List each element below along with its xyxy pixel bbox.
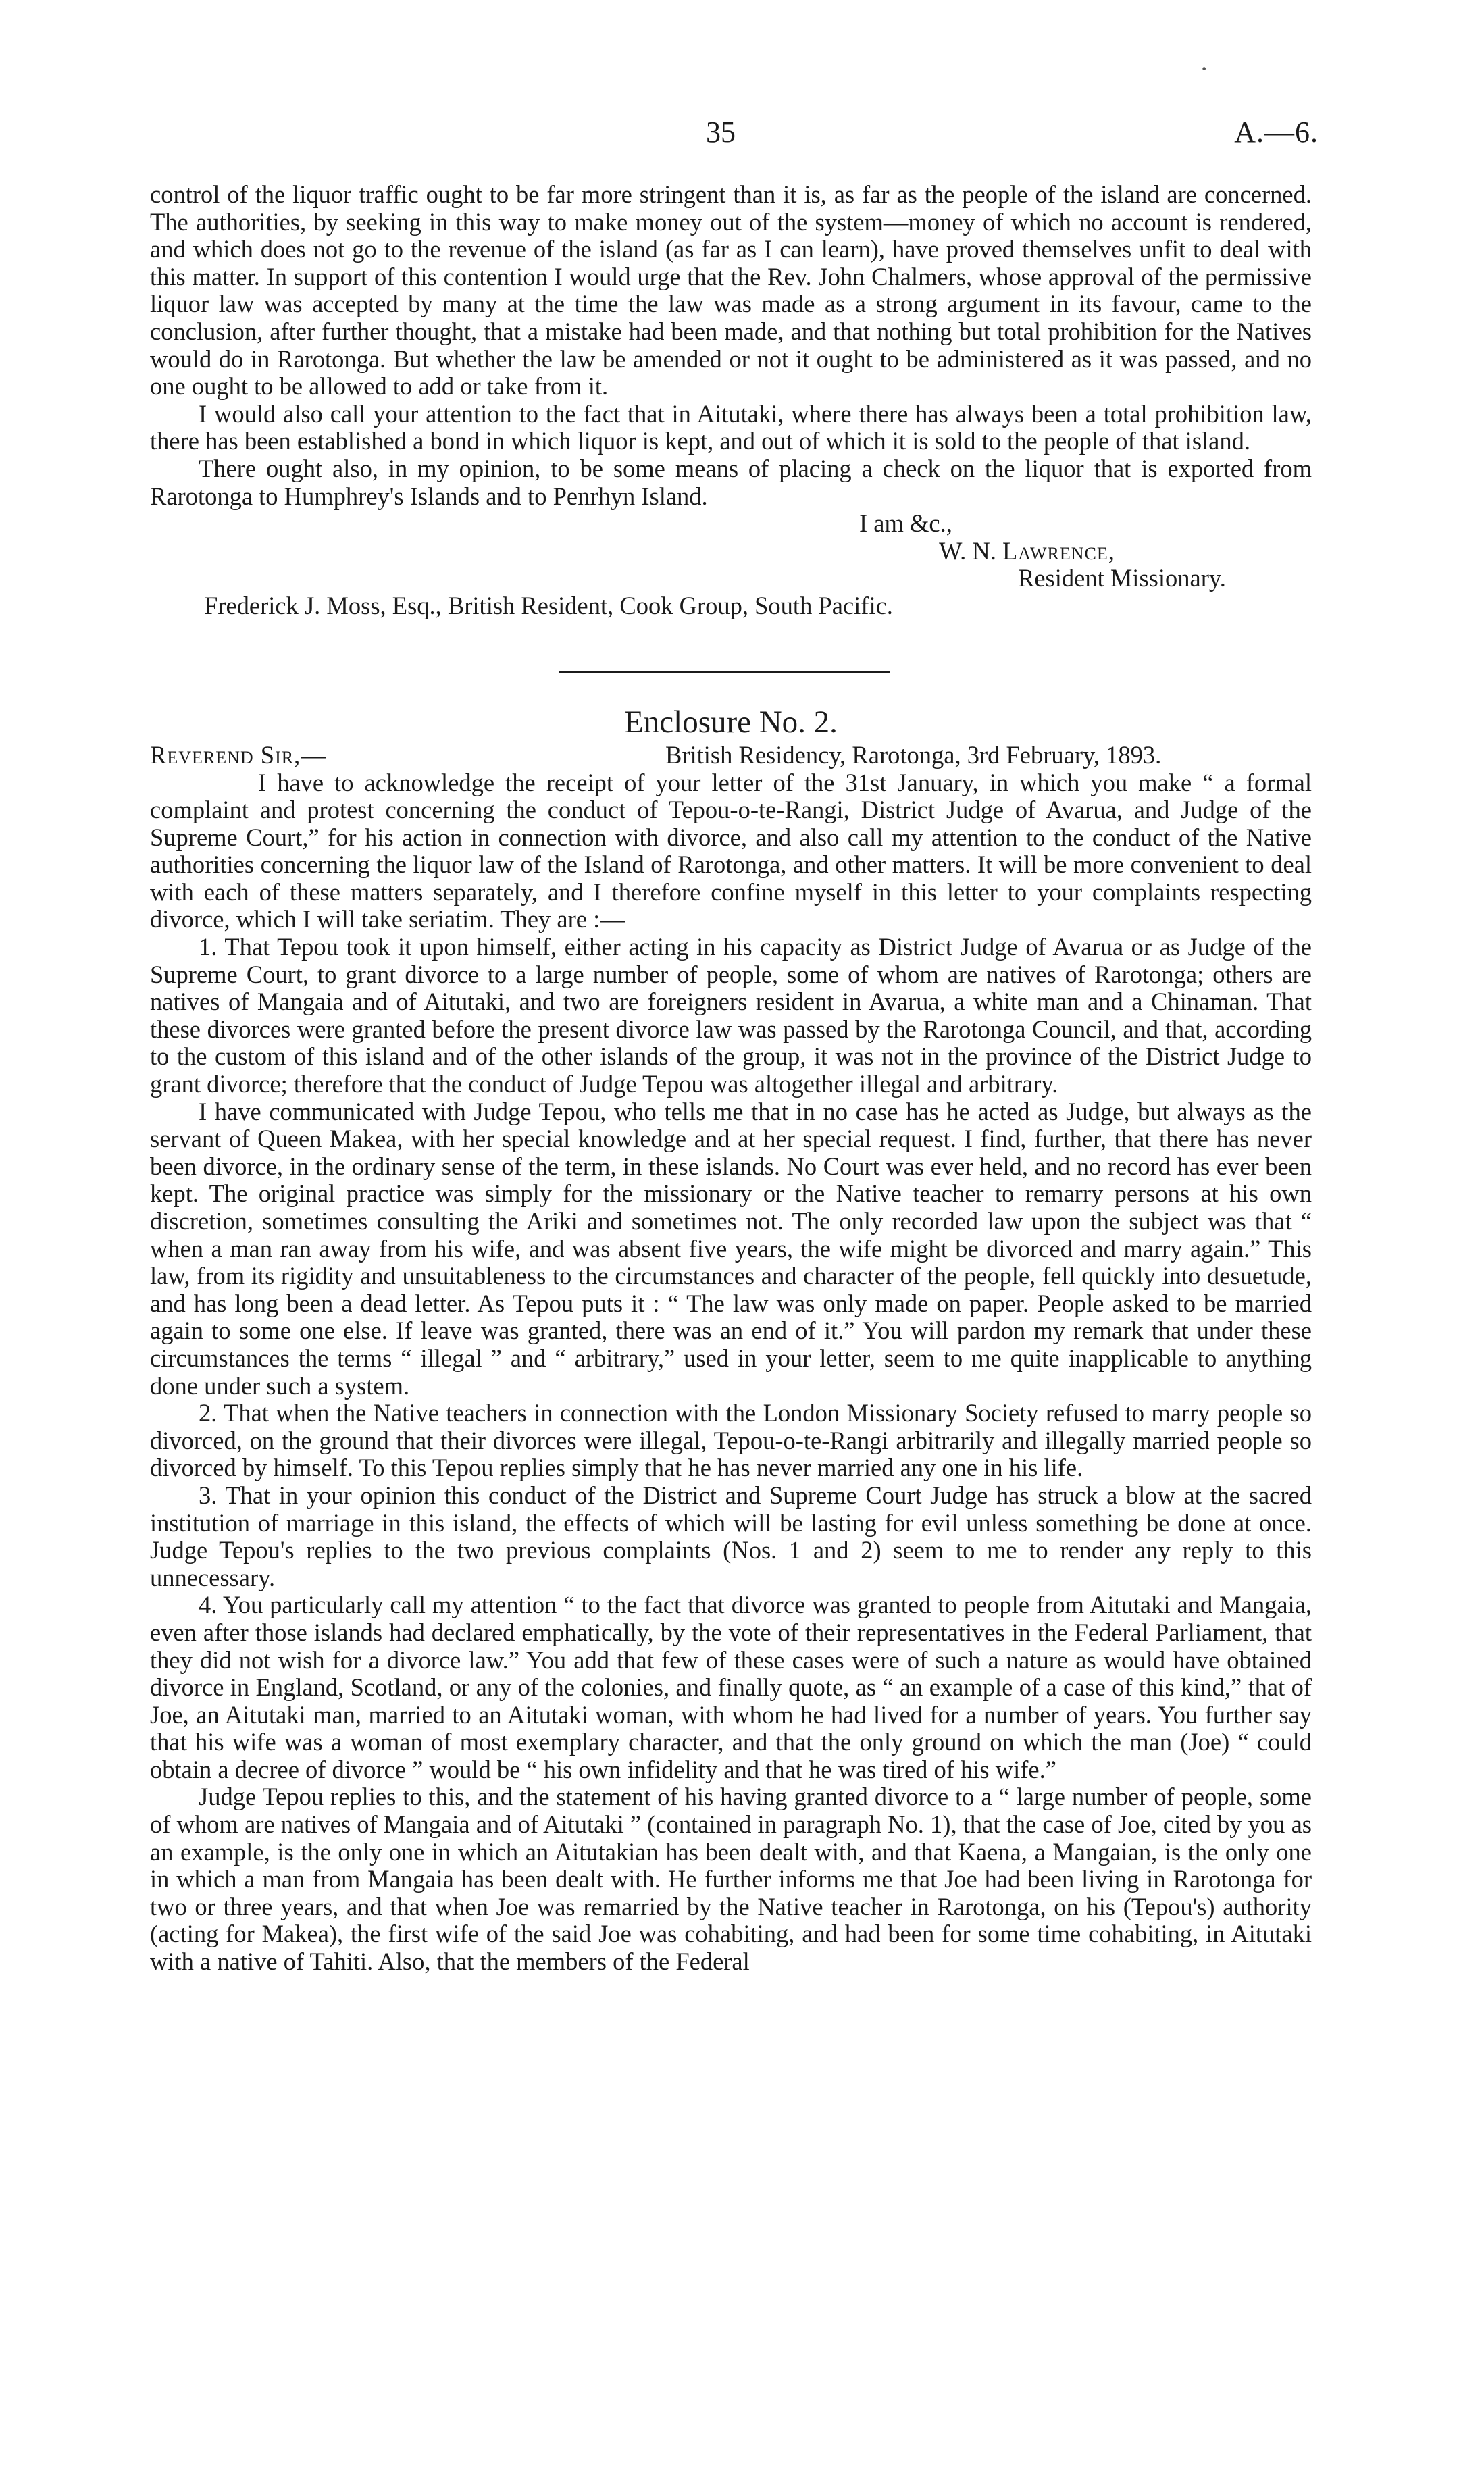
signature-initials: W. N. xyxy=(939,536,996,565)
complaint-4: 4. You particularly call my attention “ to the fact that divorce was granted to people from Aitutaki and Mangaia, even after those islands had declared emphatically, by the vote of their representatives in the Federal Parliament, that they did not wish for a divorce law.” You add that few of these cases were of such a nature as would have obtained divorce in England, Scotland, or any of the colonies, and finally quote, as “ an example of a case of this kind,” that of Joe, an Aitutaki man, married to an Aitutaki woman, with whom he had lived for a number of years. You further say that his wife was a woman of most exemplary character, and that the only ground on which the man (Joe) “ could obtain a decree of divorce ” would be “ his own infidelity and that he was tired of his wife.” xyxy=(150,1591,1312,1783)
salutation-line xyxy=(150,742,1312,769)
section-divider xyxy=(559,671,890,673)
body-text xyxy=(150,181,1312,1976)
signature-surname: Lawrence, xyxy=(1002,536,1115,565)
enclosure-title: Enclosure No. 2. xyxy=(624,704,838,740)
signature-name xyxy=(150,538,1312,565)
signature-role: Resident Missionary. xyxy=(1018,564,1226,592)
enclosure-paragraph: I have communicated with Judge Tepou, who tells me that in no case has he acted as Judge, but always as the servant of Queen Makea, with her special knowledge and at her special request. I find, further, that there has never been divorce, in the ordinary sense of the term, in these islands. No Court was ever held, and no record has ever been kept. The original practice was simply for the missionary or the Native teacher to remarry persons at his own discretion, sometimes consulting the Ariki and sometimes not. The only recorded law upon the subject was that “ when a man ran away from his wife, and was absent five years, the wife might be divorced and marry again.” This law, from its rigidity and unsuitableness to the circumstances and character of the people, fell quickly into desuetude, and has long been a dead letter. As Tepou puts it : “ The law was only made on paper. People asked to be married again to some one else. If leave was granted, there was an end of it.” You will pardon my remark that under these circumstances the terms “ illegal ” and “ arbitrary,” used in your letter, seem to me quite inapplicable to anything done under such a system. xyxy=(150,1097,1312,1400)
series-reference: A.—6. xyxy=(1234,116,1319,149)
salutation: Reverend Sir,— xyxy=(150,740,326,769)
complaint-1: 1. That Tepou took it upon himself, either acting in his capacity as District Judge of Avarua or as Judge of the Supreme Court, to grant divorce to a large number of people, some of whom are natives of Rarotonga; others are natives of Mangaia and of Aitutaki, and two are foreigners resident in Avarua, a white man and a Chinaman. That these divorces were granted before the present divorce law was passed by the Rarotonga Council, and that, according to the custom of this island and of the other islands of the group, it was not in the province of the District Judge to grant divorce; therefore that the conduct of Judge Tepou was altogether illegal and arbitrary. xyxy=(150,933,1312,1098)
letter-paragraph: control of the liquor traffic ought to be far more stringent than it is, as far as the people of the island are concerned. The authorities, by seeking in this way to make money out of the system—money of which no account is rendered, and which does not go to the revenue of the island (as far as I can learn), have proved themselves unfit to deal with this matter. In support of this contention I would urge that the Rev. John Chalmers, whose approval of the permissive liquor law was accepted by many at the time the law was made as a strong argument in its favour, came to the conclusion, after further thought, that a mistake had been made, and that nothing but total prohibition for the Natives would do in Rarotonga. But whether the law be amended or not it ought to be administered as it was passed, and no one ought to be allowed to add or take from it. xyxy=(150,180,1312,401)
complaint-3: 3. That in your opinion this conduct of the District and Supreme Court Judge has struck a blow at the sacred institution of marriage in this island, the effects of which will be lasting for evil unless something be done at once. Judge Tepou's replies to the two previous complaints (Nos. 1 and 2) seem to me to render any reply to this unnecessary. xyxy=(150,1481,1312,1591)
enclosure-paragraph: I have to acknowledge the receipt of your letter of the 31st January, in which you make “ a formal complaint and protest concerning the conduct of Tepou-o-te-Rangi, District Judge of Avarua, and Judge of the Supreme Court,” for his action in connection with divorce, and also call my attention to the conduct of the Native authorities concerning the liquor law of the Island of Rarotonga, and other matters. It will be more convenient to deal with each of these matters separately, and I therefore confine myself in this letter to your complaints respecting divorce, which I will take seriatim. They are :— xyxy=(150,768,1312,934)
addressee: Frederick J. Moss, Esq., British Resident, Cook Group, South Pacific. xyxy=(204,591,893,619)
dateline: British Residency, Rarotonga, 3rd February, 1893. xyxy=(665,740,1162,769)
letter-paragraph: I would also call your attention to the fact that in Aitutaki, where there has always been a total prohibition law, there has been established a bond in which liquor is kept, and out of which it is sold to the people of that island. xyxy=(150,399,1312,455)
page-number: 35 xyxy=(706,116,736,149)
scan-speck: · xyxy=(1200,53,1209,84)
letter-paragraph: There ought also, in my opinion, to be some means of placing a check on the liquor that is exported from Rarotonga to Humphrey's Islands and to Penrhyn Island. xyxy=(150,454,1312,510)
page-header xyxy=(0,115,1484,155)
complaint-2: 2. That when the Native teachers in connection with the London Missionary Society refused to marry people so divorced, on the ground that their divorces were illegal, Tepou-o-te-Rangi arbitrarily and illegally married people so divorced by himself. To this Tepou replies simply that he has never married any one in his life. xyxy=(150,1399,1312,1482)
letter-closing: I am &c., xyxy=(859,509,952,538)
enclosure-paragraph: Judge Tepou replies to this, and the statement of his having granted divorce to a “ large number of people, some of whom are natives of Mangaia and of Aitutaki ” (contained in paragraph No. 1), that the case of Joe, cited by you as an example, is the only one in which an Aitutakian has been dealt with, and that Kaena, a Mangaian, is the only one in which a man from Mangaia has been dealt with. He further informs me that Joe had been living in Rarotonga for two or three years, and that when Joe was remarried by the Native teacher in Rarotonga, on his (Tepou's) authority (acting for Makea), the first wife of the said Joe was cohabiting, and had been for some time cohabiting, in Aitutaki with a native of Tahiti. Also, that the members of the Federal xyxy=(150,1783,1312,1976)
